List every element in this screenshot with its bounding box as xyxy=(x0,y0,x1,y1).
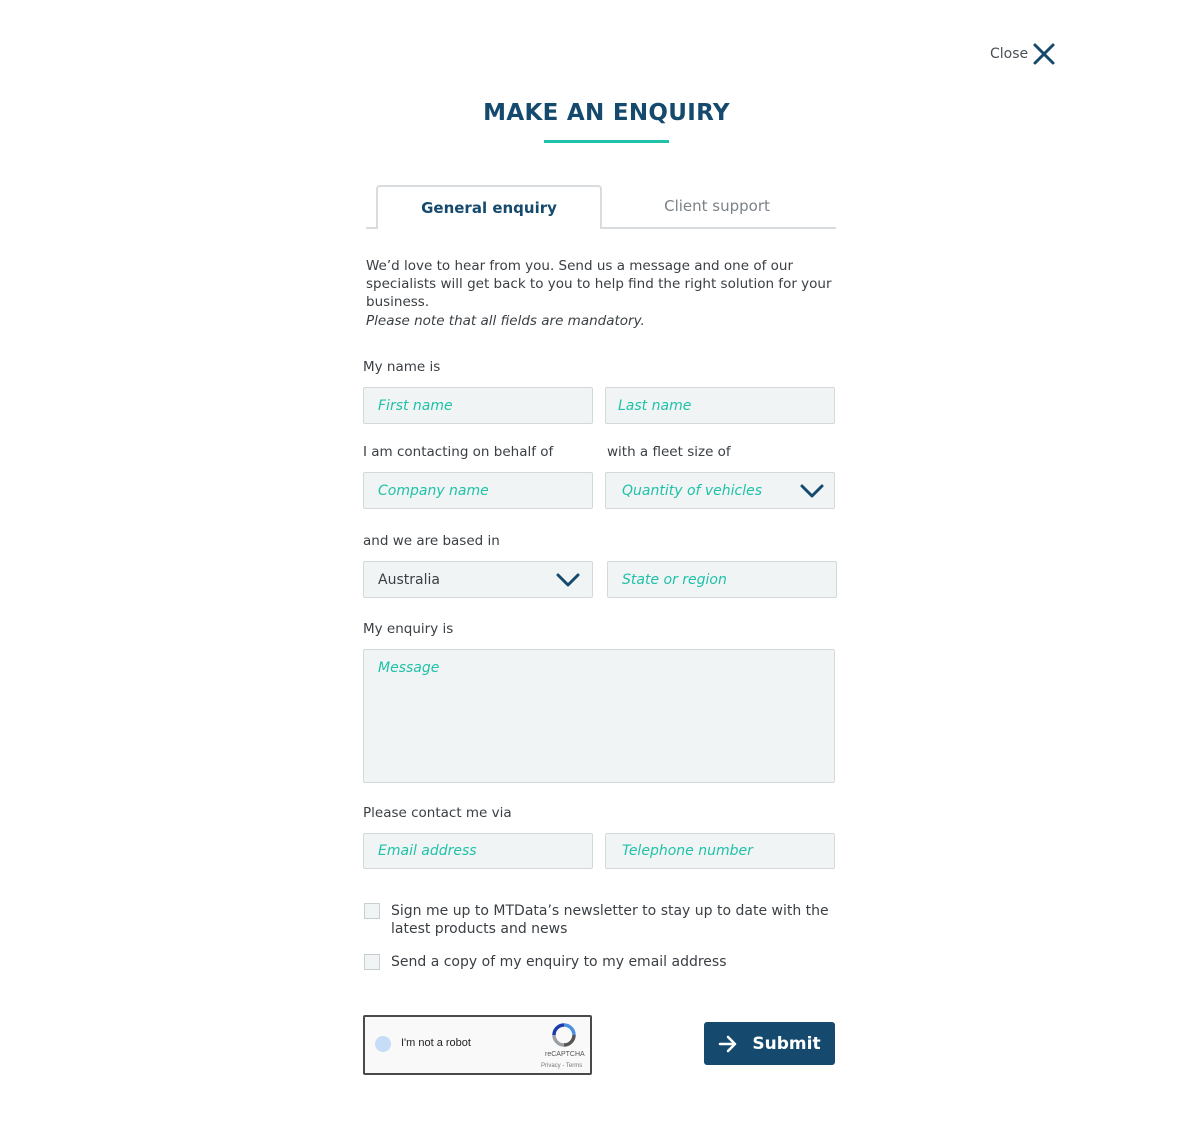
company-name-input[interactable] xyxy=(363,472,593,509)
last-name-input[interactable] xyxy=(605,387,835,424)
title-underline xyxy=(544,140,669,143)
newsletter-checkbox[interactable] xyxy=(364,903,380,919)
close-label: Close xyxy=(990,46,1029,62)
country-value: Australia xyxy=(378,571,440,588)
email-placeholder: Email address xyxy=(378,843,477,859)
first-name-placeholder: First name xyxy=(378,397,453,414)
message-textarea[interactable] xyxy=(363,649,835,783)
recaptcha-checkbox[interactable] xyxy=(375,1036,391,1052)
fleet-size-select[interactable] xyxy=(605,472,835,509)
telephone-placeholder: Telephone number xyxy=(622,843,753,859)
recaptcha-terms[interactable]: Privacy - Terms xyxy=(541,1063,583,1069)
based-label: and we are based in xyxy=(363,533,500,549)
fleet-label: with a fleet size of xyxy=(607,444,731,460)
recaptcha-widget xyxy=(363,1015,592,1075)
close-button[interactable] xyxy=(990,42,1056,66)
intro-text: We’d love to hear from you. Send us a message and one of our specialists will get back to you to help find the right solution for your business. xyxy=(366,258,832,310)
behalf-label: I am contacting on behalf of xyxy=(363,444,554,460)
chevron-down-icon xyxy=(556,573,580,587)
state-region-input[interactable] xyxy=(607,561,837,598)
chevron-down-icon xyxy=(800,484,824,498)
email-input[interactable] xyxy=(363,833,593,869)
recaptcha-label: I'm not a robot xyxy=(401,1037,471,1049)
recaptcha-logo-icon xyxy=(551,1022,577,1048)
country-select[interactable] xyxy=(363,561,593,598)
name-label: My name is xyxy=(363,359,441,375)
state-region-placeholder: State or region xyxy=(622,571,727,588)
first-name-input[interactable] xyxy=(363,387,593,424)
tab-general-enquiry[interactable]: General enquiry xyxy=(376,185,602,229)
submit-button[interactable] xyxy=(704,1022,835,1065)
company-name-placeholder: Company name xyxy=(378,482,489,499)
submit-label: Submit xyxy=(752,1033,821,1054)
tab-client-support[interactable]: Client support xyxy=(664,197,770,215)
copy-email-checkbox[interactable] xyxy=(364,954,380,970)
mandatory-note: Please note that all fields are mandatory. xyxy=(366,313,645,329)
recaptcha-brand: reCAPTCHA xyxy=(545,1051,585,1058)
enquiry-label: My enquiry is xyxy=(363,621,454,637)
newsletter-label: Sign me up to MTData’s newsletter to stay up to date with the latest products and news xyxy=(391,903,829,937)
fleet-size-placeholder: Quantity of vehicles xyxy=(622,482,763,499)
contact-label: Please contact me via xyxy=(363,805,512,821)
copy-email-label: Send a copy of my enquiry to my email address xyxy=(391,954,727,970)
page-title: MAKE AN ENQUIRY xyxy=(483,100,730,126)
message-placeholder: Message xyxy=(378,660,440,676)
last-name-placeholder: Last name xyxy=(618,397,692,414)
close-x-icon xyxy=(1032,42,1056,66)
arrow-right-icon xyxy=(718,1035,738,1053)
telephone-input[interactable] xyxy=(605,833,835,869)
